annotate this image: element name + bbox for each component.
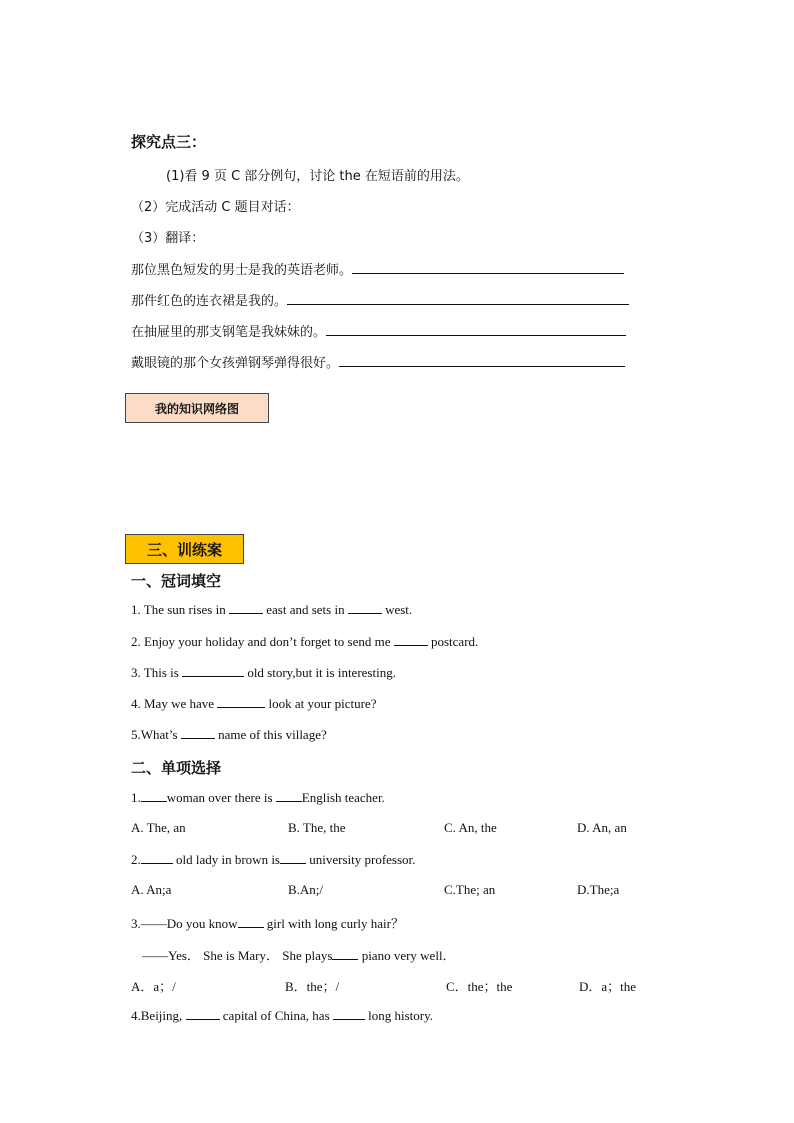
section-title-explore3: 探究点三： [131,133,207,151]
option-c[interactable]: C.The; an [444,882,496,897]
mc-question-2 [131,851,415,868]
option-a[interactable]: A. An;a [131,882,172,897]
question-text: name of this village? [218,727,327,742]
question-2 [131,633,478,650]
question-text: 4.Beijing, [131,1008,183,1023]
option-a[interactable]: A．a；/ [131,979,176,994]
answer-blank[interactable] [182,664,244,677]
translation-item [131,352,625,371]
translation-text: 戴眼镜的那个女孩弹钢琴弹得很好。 [131,356,340,371]
question-text: 4. May we have [131,696,215,711]
question-text: piano very well． [361,948,456,963]
answer-blank[interactable] [287,292,629,305]
answer-blank[interactable] [352,261,624,274]
mc-question-4 [131,1007,433,1024]
translation-text: 那件红色的连衣裙是我的。 [131,294,288,309]
question-text: girl with long curly hair？ [266,916,404,931]
option-d[interactable]: D．a；the [579,979,637,994]
option-a[interactable]: A. The, an [131,820,186,835]
answer-blank[interactable] [186,1007,220,1020]
answer-blank[interactable] [238,915,264,928]
option-d[interactable]: D. An, an [577,820,627,835]
answer-blank[interactable] [141,851,173,864]
translation-item [131,259,624,278]
option-c[interactable]: C．the；the [446,979,513,994]
answer-blank[interactable] [229,601,263,614]
knowledge-network-box: 我的知识网络图 [125,393,269,423]
option-d[interactable]: D.The;a [577,882,620,897]
mc-question-1 [131,789,385,806]
answer-blank[interactable] [217,695,265,708]
question-text: ——Yes． She is Mary． She plays [142,948,333,963]
option-b[interactable]: B．the；/ [285,979,340,994]
answer-blank[interactable] [339,354,625,367]
question-text: university professor. [309,852,416,867]
translation-item [131,321,626,340]
training-section-box: 三、训练案 [125,534,244,564]
question-text: old story,but it is interesting. [247,665,396,680]
translation-text: 那位黑色短发的男士是我的英语老师。 [131,263,353,278]
question-text: long history. [368,1008,434,1023]
question-text: east and sets in [266,602,345,617]
answer-blank[interactable] [332,947,358,960]
answer-blank[interactable] [326,323,626,336]
section-title-multiple-choice: 二、单项选择 [131,759,222,777]
question-text: 2. [131,852,141,867]
answer-blank[interactable] [394,633,428,646]
question-text: English teacher. [301,790,385,805]
option-c[interactable]: C. An, the [444,820,497,835]
explore-step-1: (1)看 9 页 C 部分例句，讨论 the 在短语前的用法。 [166,169,469,184]
question-text: 3.——Do you know [131,916,238,931]
question-text: west. [385,602,413,617]
question-1 [131,601,412,618]
answer-blank[interactable] [280,851,306,864]
section-title-articles: 一、冠词填空 [131,572,222,590]
mc-question-3 [131,913,404,932]
question-text: capital of China, has [222,1008,330,1023]
answer-blank[interactable] [348,601,382,614]
answer-blank[interactable] [181,726,215,739]
question-text: old lady in brown is [176,852,280,867]
option-b[interactable]: B.An;/ [288,882,324,897]
answer-blank[interactable] [141,789,167,802]
question-text: 2. Enjoy your holiday and don’t forget to send me [131,634,391,649]
mc-question-3-reply [142,945,456,964]
question-4 [131,695,376,712]
question-text: woman over there is [166,790,273,805]
explore-step-3: （3）翻译： [131,231,205,246]
question-text: postcard. [430,634,479,649]
question-5 [131,726,327,743]
question-3 [131,664,396,681]
question-text: 3. This is [131,665,179,680]
question-text: 5.What’s [131,727,178,742]
question-text: 1. The sun rises in [131,602,226,617]
translation-item [131,290,629,309]
answer-blank[interactable] [333,1007,365,1020]
answer-blank[interactable] [276,789,302,802]
question-text: look at your picture? [268,696,377,711]
explore-step-2: （2）完成活动 C 题目对话： [131,200,300,215]
option-b[interactable]: B. The, the [288,820,346,835]
question-text: 1. [131,790,141,805]
translation-text: 在抽屉里的那支钢笔是我妹妹的。 [131,325,327,340]
